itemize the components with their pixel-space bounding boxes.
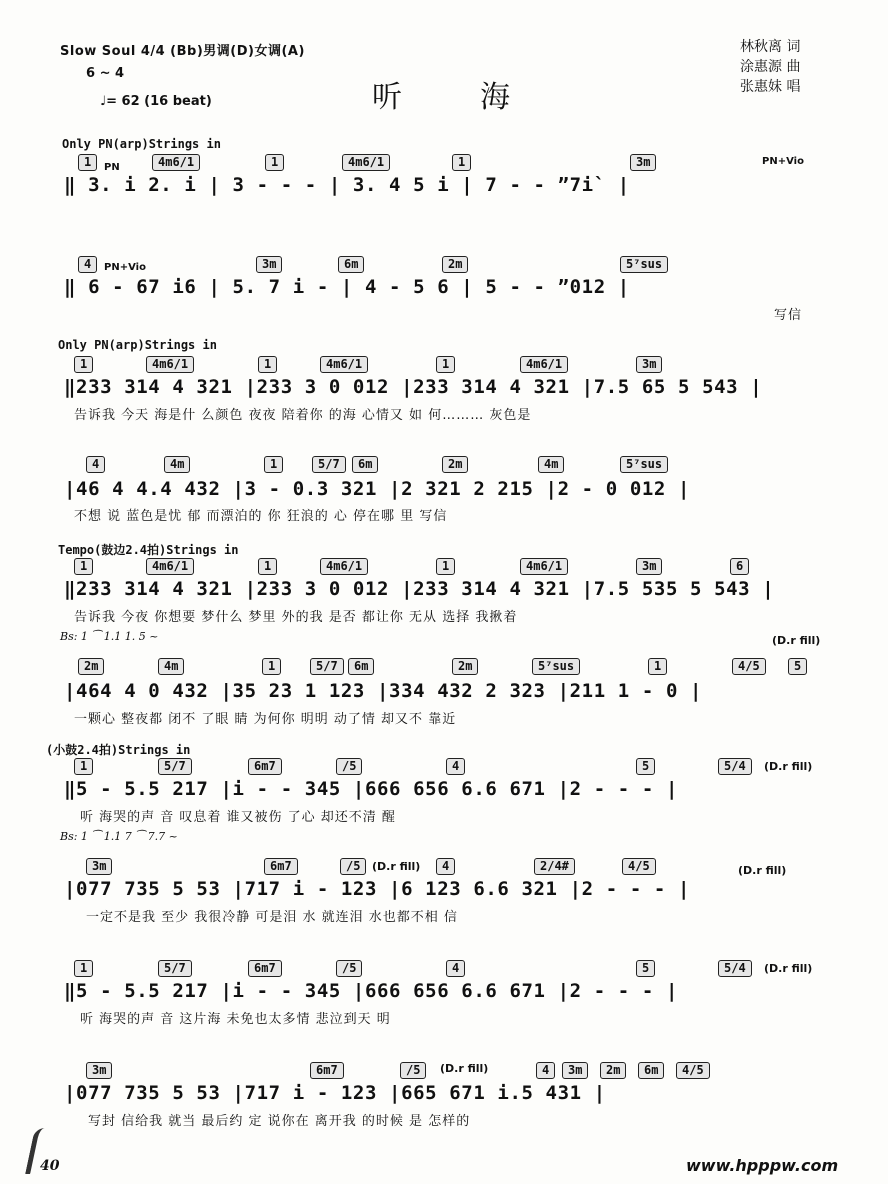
chord-box: 5 bbox=[788, 658, 807, 675]
staff-line: ‖5 - 5.5 217 |i - - 345 |666 656 6.6 671 |2 - - - | bbox=[64, 778, 678, 800]
chord-box: 6m bbox=[638, 1062, 664, 1079]
website: www.hpppw.com bbox=[686, 1156, 839, 1175]
staff-line: |077 735 5 53 |717 i - 123 |665 671 i.5 431 | bbox=[64, 1082, 606, 1104]
fill-note: (D.r fill) bbox=[440, 1062, 489, 1075]
chord-box: 1 bbox=[74, 960, 93, 977]
chord-box: 4 bbox=[446, 758, 465, 775]
lyric-line: 一定不是我 至少 我很冷静 可是泪 水 就连泪 水也都不相 信 bbox=[86, 910, 458, 925]
chord-box: 4m6/1 bbox=[152, 154, 200, 171]
chord-box: 1 bbox=[265, 154, 284, 171]
chord-box: 3m bbox=[636, 558, 662, 575]
lyric-line: 一颗心 整夜都 闭不 了眼 睛 为何你 明明 动了情 却又不 靠近 bbox=[74, 712, 457, 727]
chord-box: 6m bbox=[352, 456, 378, 473]
chord-box: 1 bbox=[648, 658, 667, 675]
chord-box: 5/4 bbox=[718, 960, 752, 977]
bass-line: Bs: 1 ⁀ 1.1 1. 5 ~ bbox=[60, 630, 159, 643]
chord-box: 6m bbox=[348, 658, 374, 675]
chord-box: 4m6/1 bbox=[520, 356, 568, 373]
chord-box: 6m bbox=[338, 256, 364, 273]
staff-line: ‖233 314 4 321 |233 3 0 012 |233 314 4 321 |7.5 65 5 543 | bbox=[64, 376, 763, 398]
chord-box: 1 bbox=[262, 658, 281, 675]
chord-box: 1 bbox=[452, 154, 471, 171]
lyric-line: 告诉我 今夜 你想要 梦什么 梦里 外的我 是否 都让你 无从 选择 我揪着 bbox=[74, 610, 518, 625]
chord-box: 2m bbox=[452, 658, 478, 675]
lyricist: 林秋离 词 bbox=[740, 39, 801, 55]
chord-box: 3m bbox=[562, 1062, 588, 1079]
chord-box: 4/5 bbox=[622, 858, 656, 875]
section-label: (小鼓2.4拍)Strings in bbox=[46, 743, 191, 757]
chord-box: 4m6/1 bbox=[320, 356, 368, 373]
chord-box: 4m6/1 bbox=[520, 558, 568, 575]
chord-box: 4m6/1 bbox=[342, 154, 390, 171]
chord-box: 4m6/1 bbox=[146, 356, 194, 373]
chord-box: 5/7 bbox=[310, 658, 344, 675]
fill-note: (D.r fill) bbox=[738, 864, 787, 877]
chord-box: 1 bbox=[436, 356, 455, 373]
lyric-line: 写封 信给我 就当 最后约 定 说你在 离开我 的时候 是 怎样的 bbox=[88, 1114, 471, 1129]
chord-box: 1 bbox=[258, 558, 277, 575]
chord-box: /5 bbox=[336, 758, 362, 775]
instrument-mark: PN+Vio bbox=[104, 262, 146, 273]
chord-box: 4 bbox=[78, 256, 97, 273]
composer: 涂惠源 曲 bbox=[740, 59, 801, 75]
staff-line: ‖233 314 4 321 |233 3 0 012 |233 314 4 321 |7.5 535 5 543 | bbox=[64, 578, 775, 600]
chord-box: 3m bbox=[630, 154, 656, 171]
chord-box: 3m bbox=[86, 1062, 112, 1079]
lyric-line: 不想 说 蓝色是忧 郁 而漂泊的 你 狂浪的 心 停在哪 里 写信 bbox=[74, 509, 448, 524]
chord-box: 1 bbox=[258, 356, 277, 373]
chord-box: 5/7 bbox=[158, 960, 192, 977]
page-number: 40 bbox=[40, 1158, 60, 1174]
chord-box: 1 bbox=[74, 758, 93, 775]
chord-box: 5 bbox=[636, 758, 655, 775]
title-left: 听 bbox=[372, 80, 402, 115]
chord-box: 3m bbox=[636, 356, 662, 373]
chord-box: 1 bbox=[74, 356, 93, 373]
tempo-marker: ♩= 62 (16 beat) bbox=[100, 94, 212, 109]
chord-box: 4m6/1 bbox=[320, 558, 368, 575]
chord-box: 6m7 bbox=[310, 1062, 344, 1079]
chord-box: /5 bbox=[400, 1062, 426, 1079]
fill-note: (D.r fill) bbox=[764, 962, 813, 975]
title-right: 海 bbox=[480, 80, 510, 115]
instrument-mark: PN bbox=[104, 162, 120, 173]
bass-line: Bs: 1 ⁀ 1.1 7 ⁀ 7.7 ~ bbox=[60, 830, 178, 843]
staff-line: ‖ 3. i 2. i | 3 - - - | 3. 4 5 i | 7 - - ”7i` | bbox=[64, 174, 630, 196]
chord-box: 6 bbox=[730, 558, 749, 575]
chord-box: /5 bbox=[336, 960, 362, 977]
chord-box: 1 bbox=[264, 456, 283, 473]
chord-box: 2m bbox=[600, 1062, 626, 1079]
range-marker: 6 ~ 4 bbox=[86, 66, 125, 81]
fill-note: (D.r fill) bbox=[764, 760, 813, 773]
section-label: Only PN(arp)Strings in bbox=[58, 338, 217, 352]
staff-line: ‖5 - 5.5 217 |i - - 345 |666 656 6.6 671 |2 - - - | bbox=[64, 980, 678, 1002]
chord-box: 4 bbox=[86, 456, 105, 473]
chord-box: 2m bbox=[442, 256, 468, 273]
lyric-line: 写信 bbox=[774, 308, 803, 323]
chord-box: 2m bbox=[78, 658, 104, 675]
staff-line: |077 735 5 53 |717 i - 123 |6 123 6.6 321 |2 - - - | bbox=[64, 878, 691, 900]
fill-note: (D.r fill) bbox=[772, 634, 821, 647]
chord-box: 2m bbox=[442, 456, 468, 473]
chord-box: /5 bbox=[340, 858, 366, 875]
style-line: Slow Soul 4/4 (Bb)男调(D)女调(A) bbox=[60, 44, 305, 59]
chord-box: 5/7 bbox=[312, 456, 346, 473]
chord-box: 2/4# bbox=[534, 858, 575, 875]
chord-box: 4 bbox=[436, 858, 455, 875]
chord-box: 5 bbox=[636, 960, 655, 977]
staff-line: ‖ 6 - 67 i6 | 5. 7 i - | 4 - 5 6 | 5 - - ”012 | bbox=[64, 276, 630, 298]
section-label: Only PN(arp)Strings in bbox=[62, 137, 221, 151]
chord-box: 1 bbox=[74, 558, 93, 575]
staff-line: |464 4 0 432 |35 23 1 123 |334 432 2 323 |211 1 - 0 | bbox=[64, 680, 703, 702]
chord-box: 5/4 bbox=[718, 758, 752, 775]
chord-box: 4m bbox=[158, 658, 184, 675]
chord-box: 4/5 bbox=[676, 1062, 710, 1079]
singer: 张惠妹 唱 bbox=[740, 79, 801, 95]
chord-box: 4m6/1 bbox=[146, 558, 194, 575]
chord-box: 4m bbox=[538, 456, 564, 473]
chord-box: 5⁷sus bbox=[620, 256, 668, 273]
fill-note: (D.r fill) bbox=[372, 860, 421, 873]
chord-box: 3m bbox=[256, 256, 282, 273]
chord-box: 4/5 bbox=[732, 658, 766, 675]
chord-box: 1 bbox=[436, 558, 455, 575]
chord-box: 6m7 bbox=[264, 858, 298, 875]
staff-line: |46 4 4.4 432 |3 - 0.3 321 |2 321 2 215 |2 - 0 012 | bbox=[64, 478, 691, 500]
lyric-line: 告诉我 今天 海是什 么颜色 夜夜 陪着你 的海 心情又 如 何……… 灰色是 bbox=[74, 408, 532, 423]
chord-box: 6m7 bbox=[248, 758, 282, 775]
section-label: Tempo(鼓边2.4拍)Strings in bbox=[58, 543, 239, 557]
chord-box: 5/7 bbox=[158, 758, 192, 775]
chord-box: 4 bbox=[536, 1062, 555, 1079]
chord-box: 1 bbox=[78, 154, 97, 171]
chord-box: 4m bbox=[164, 456, 190, 473]
chord-box: 5⁷sus bbox=[620, 456, 668, 473]
chord-box: 6m7 bbox=[248, 960, 282, 977]
lyric-line: 听 海哭的声 音 这片海 未免也太多情 悲泣到天 明 bbox=[80, 1012, 391, 1027]
chord-box: 4 bbox=[446, 960, 465, 977]
chord-box: 5⁷sus bbox=[532, 658, 580, 675]
lyric-line: 听 海哭的声 音 叹息着 谁又被伤 了心 却还不清 醒 bbox=[80, 810, 396, 825]
chord-box: 3m bbox=[86, 858, 112, 875]
instrument-mark: PN+Vio bbox=[762, 156, 804, 167]
